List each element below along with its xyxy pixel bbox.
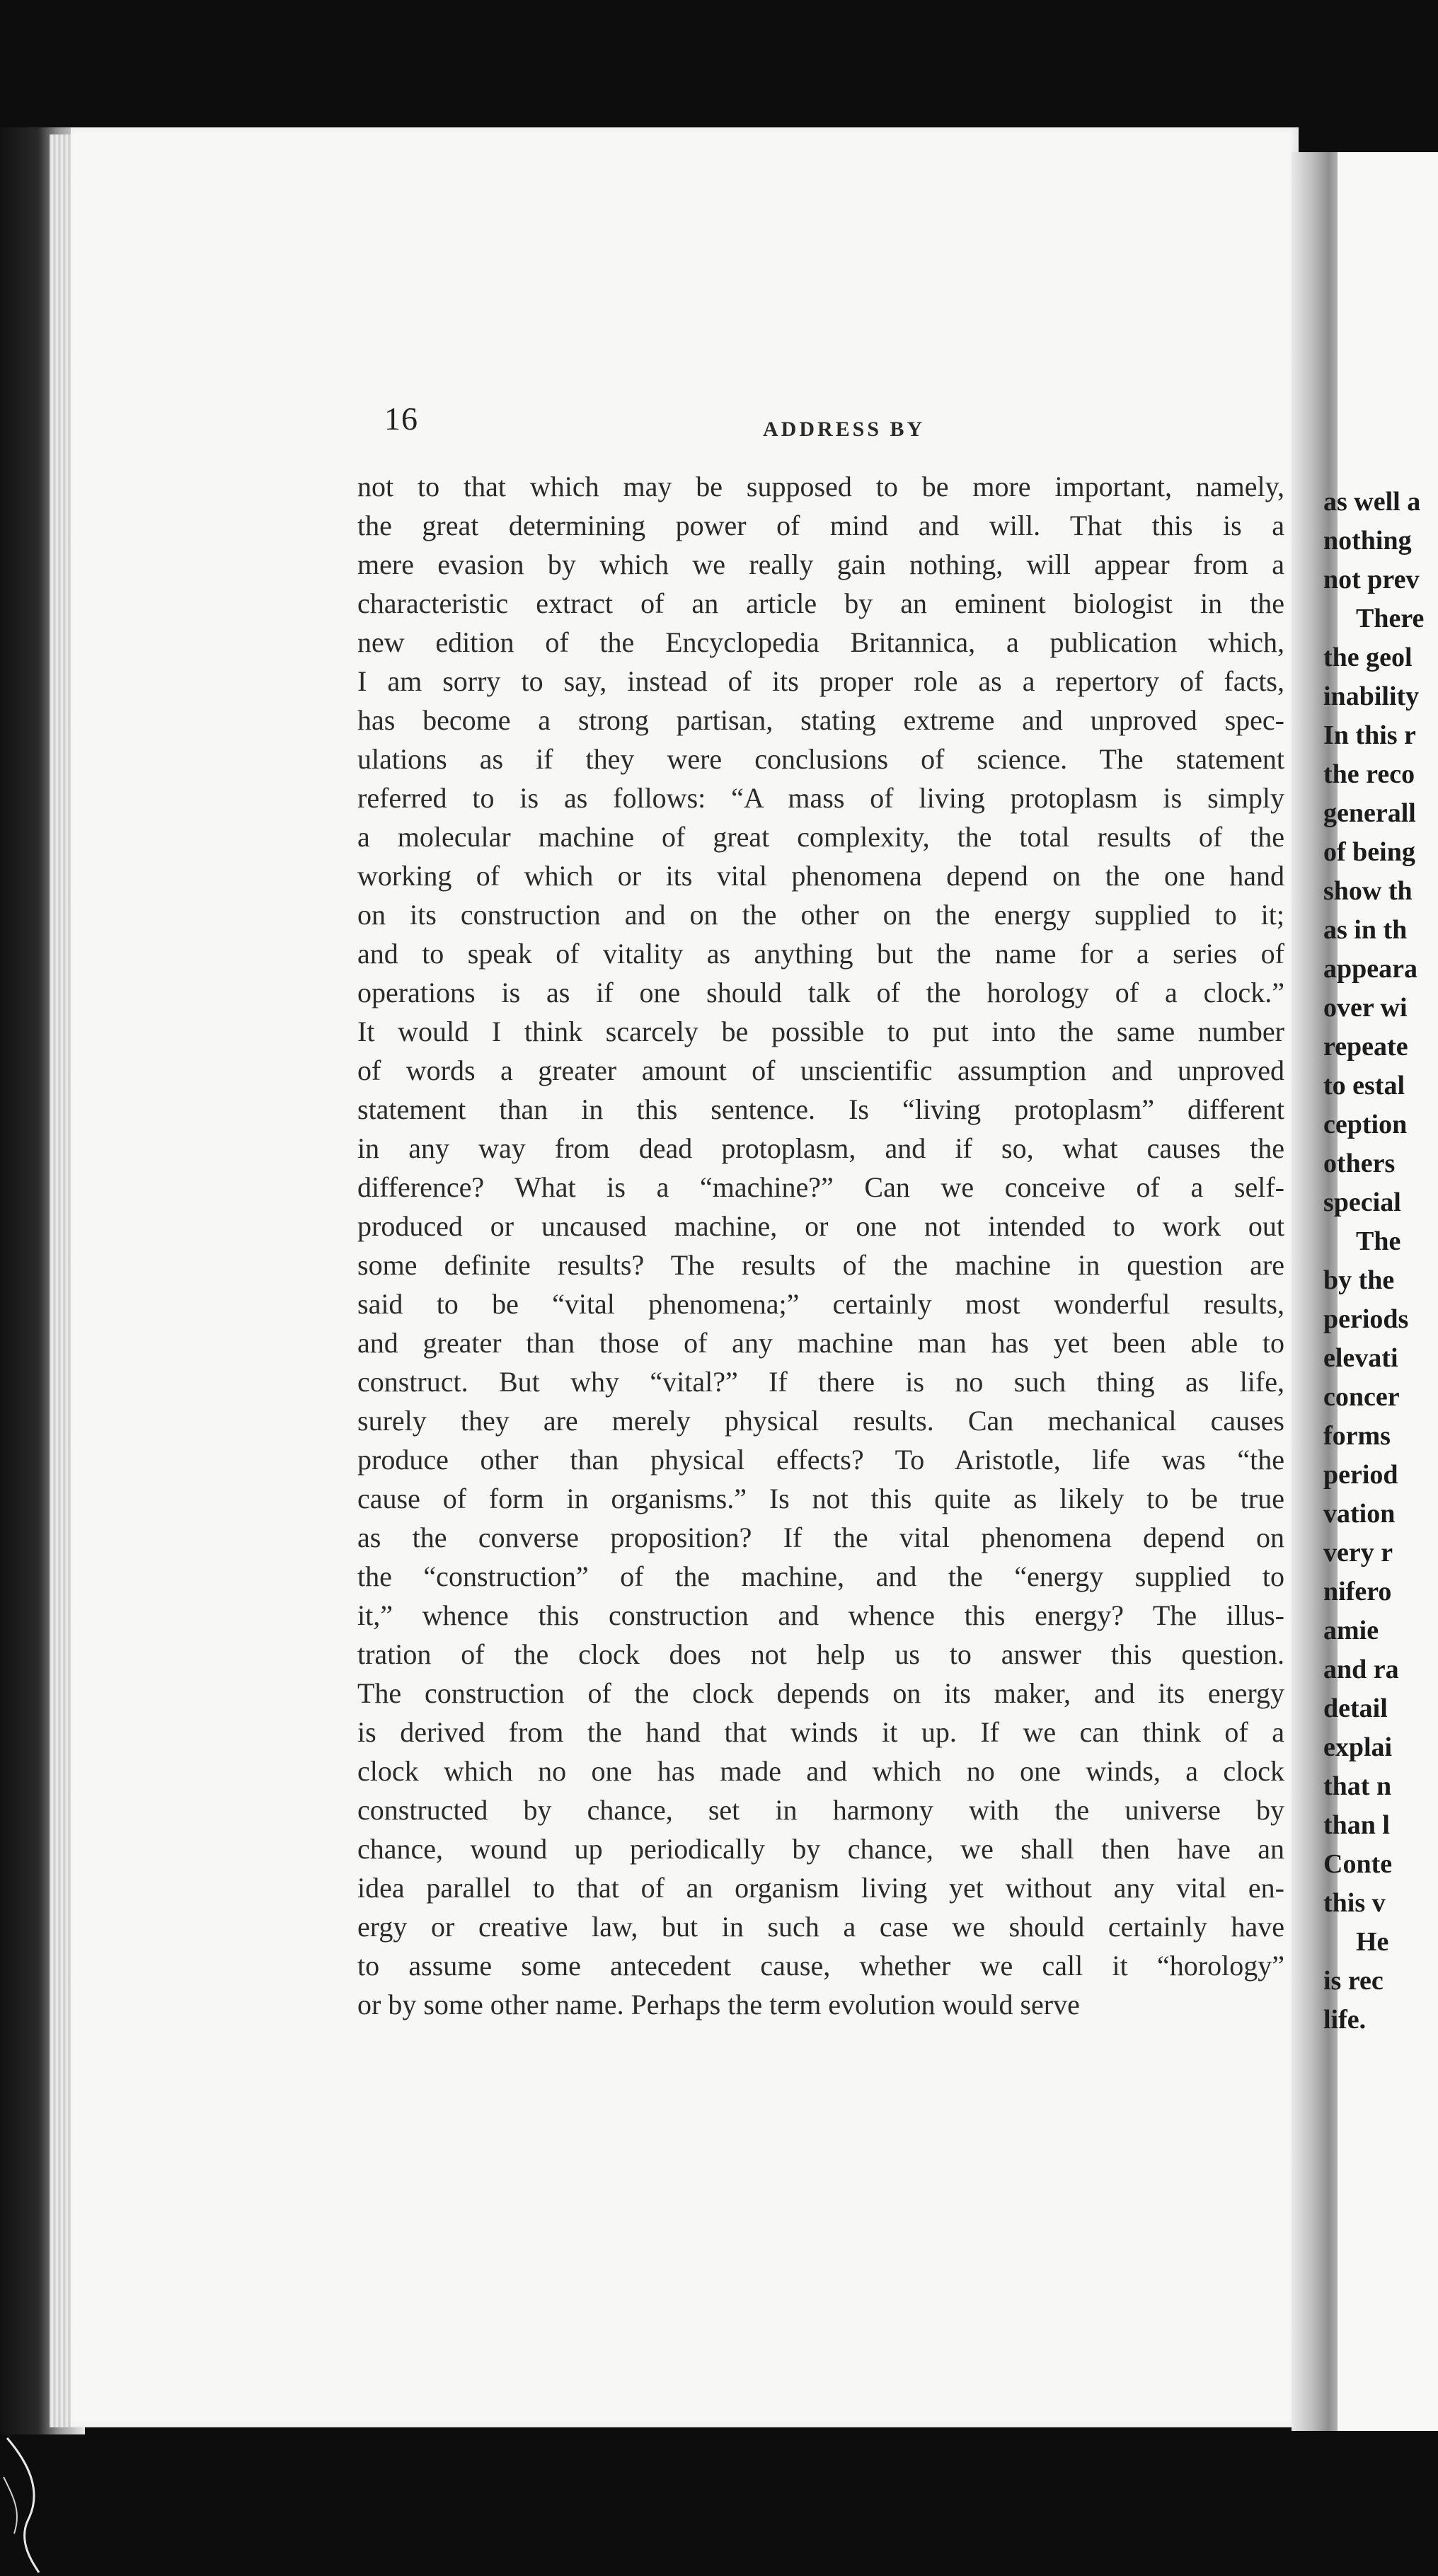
text-line: some definite results? The results of the machine in question are (357, 1249, 1284, 1281)
facing-text-line: life. (1323, 2005, 1367, 2035)
text-line: working of which or its vital phenomena depend on the one hand (357, 860, 1284, 892)
page-stack-edge (50, 134, 71, 2427)
facing-text-line: period (1323, 1460, 1398, 1490)
text-line: said to be “vital phenomena;” certainly most wonderful results, (357, 1288, 1284, 1320)
text-line: the “construction” of the machine, and the “energy supplied to (357, 1560, 1284, 1592)
facing-text-line: generall (1323, 798, 1416, 828)
facing-text-line: the geol (1323, 643, 1413, 672)
facing-text-line: He (1356, 1927, 1389, 1957)
page-curl-mark (0, 2434, 50, 2576)
text-line: or by some other name. Perhaps the term evolution would serve (357, 1989, 1080, 2020)
text-line: to assume some antecedent cause, whether we call it “horology” (357, 1950, 1284, 1982)
facing-text-line: periods (1323, 1304, 1409, 1334)
facing-text-line: nothing (1323, 526, 1412, 556)
facing-text-line: by the (1323, 1265, 1395, 1295)
facing-text-line: that n (1323, 1771, 1392, 1801)
text-line: chance, wound up periodically by chance, we shall then have an (357, 1833, 1284, 1865)
facing-text-line: very r (1323, 1538, 1393, 1568)
facing-text-line: over wi (1323, 993, 1408, 1023)
body-text (357, 467, 1284, 2024)
facing-text-line: vation (1323, 1499, 1396, 1529)
facing-text-line: detail (1323, 1694, 1388, 1723)
facing-text-line: show th (1323, 876, 1413, 906)
facing-text-line: ception (1323, 1110, 1408, 1139)
facing-text-line: elevati (1323, 1343, 1398, 1373)
text-line: a molecular machine of great complexity, the total results of the (357, 821, 1284, 853)
text-line: ergy or creative law, but in such a case we should certainly have (357, 1911, 1284, 1943)
text-line: is derived from the hand that winds it up. If we can think of a (357, 1716, 1284, 1748)
facing-text-line: The (1356, 1226, 1401, 1256)
text-line: of words a greater amount of unscientific assumption and unproved (357, 1054, 1284, 1086)
facing-text-line: amie (1323, 1616, 1379, 1645)
facing-text-line: others (1323, 1149, 1396, 1178)
text-line: produce other than physical effects? To Aristotle, life was “the (357, 1444, 1284, 1476)
text-line: as the converse proposition? If the vital phenomena depend on (357, 1522, 1284, 1553)
text-line: idea parallel to that of an organism living yet without any vital en- (357, 1872, 1284, 1904)
facing-text-line: of being (1323, 837, 1415, 867)
facing-text-line: inability (1323, 682, 1420, 711)
facing-text-line: repeate (1323, 1032, 1408, 1062)
text-line: and greater than those of any machine man has yet been able to (357, 1327, 1284, 1359)
text-line: The construction of the clock depends on its maker, and its energy (357, 1677, 1284, 1709)
text-line: cause of form in organisms.” Is not this quite as likely to be true (357, 1483, 1284, 1514)
text-line: tration of the clock does not help us to answer this question. (357, 1638, 1284, 1670)
text-line: not to that which may be supposed to be more important, namely, (357, 471, 1284, 502)
text-line: produced or uncaused machine, or one not intended to work out (357, 1210, 1284, 1242)
text-line: the great determining power of mind and will. That this is a (357, 510, 1284, 541)
facing-text-line: than l (1323, 1810, 1390, 1840)
facing-text-line: Conte (1323, 1849, 1393, 1879)
text-line: mere evasion by which we really gain nothing, will appear from a (357, 548, 1284, 580)
text-line: characteristic extract of an article by an eminent biologist in the (357, 587, 1284, 619)
text-line: difference? What is a “machine?” Can we conceive of a self- (357, 1171, 1284, 1203)
page-number: 16 (384, 401, 418, 437)
facing-text-line: nifero (1323, 1577, 1392, 1606)
facing-text-line: appeara (1323, 954, 1417, 984)
facing-text-line: not prev (1323, 565, 1420, 594)
facing-text-line: as well a (1323, 487, 1421, 517)
text-line: clock which no one has made and which no one winds, a clock (357, 1755, 1284, 1787)
text-line: construct. But why “vital?” If there is no such thing as life, (357, 1366, 1284, 1398)
text-line: statement than in this sentence. Is “living protoplasm” different (357, 1093, 1284, 1125)
text-line: it,” whence this construction and whence this energy? The illus- (357, 1599, 1284, 1631)
text-line: I am sorry to say, instead of its proper role as a repertory of facts, (357, 665, 1284, 697)
facing-text-line: is rec (1323, 1966, 1384, 1996)
text-line: It would I think scarcely be possible to put into the same number (357, 1016, 1284, 1047)
facing-text-line: special (1323, 1188, 1401, 1217)
text-line: on its construction and on the other on the energy supplied to it; (357, 899, 1284, 931)
text-line: new edition of the Encyclopedia Britannica, a publication which, (357, 626, 1284, 658)
running-head: ADDRESS BY (763, 418, 926, 441)
text-line: ulations as if they were conclusions of science. The statement (357, 743, 1284, 775)
facing-text-line: the reco (1323, 759, 1415, 789)
text-line: operations is as if one should talk of the horology of a clock.” (357, 977, 1284, 1008)
text-line: has become a strong partisan, stating extreme and unproved spec- (357, 704, 1284, 736)
text-line: in any way from dead protoplasm, and if so, what causes the (357, 1132, 1284, 1164)
text-line: constructed by chance, set in harmony with the universe by (357, 1794, 1284, 1826)
facing-text-line: to estal (1323, 1071, 1405, 1100)
facing-text-line: explai (1323, 1732, 1393, 1762)
facing-text-line: as in th (1323, 915, 1408, 945)
facing-text-line: forms (1323, 1421, 1391, 1451)
text-line: surely they are merely physical results. Can mechanical causes (357, 1405, 1284, 1437)
text-line: referred to is as follows: “A mass of living protoplasm is simply (357, 782, 1284, 814)
facing-text-line: and ra (1323, 1655, 1399, 1684)
facing-text-line: In this r (1323, 720, 1416, 750)
facing-text-line: concer (1323, 1382, 1400, 1412)
facing-page-text (1323, 483, 1438, 2040)
text-line: and to speak of vitality as anything but the name for a series of (357, 938, 1284, 970)
facing-text-line: this v (1323, 1888, 1386, 1918)
facing-text-line: There (1356, 604, 1425, 633)
